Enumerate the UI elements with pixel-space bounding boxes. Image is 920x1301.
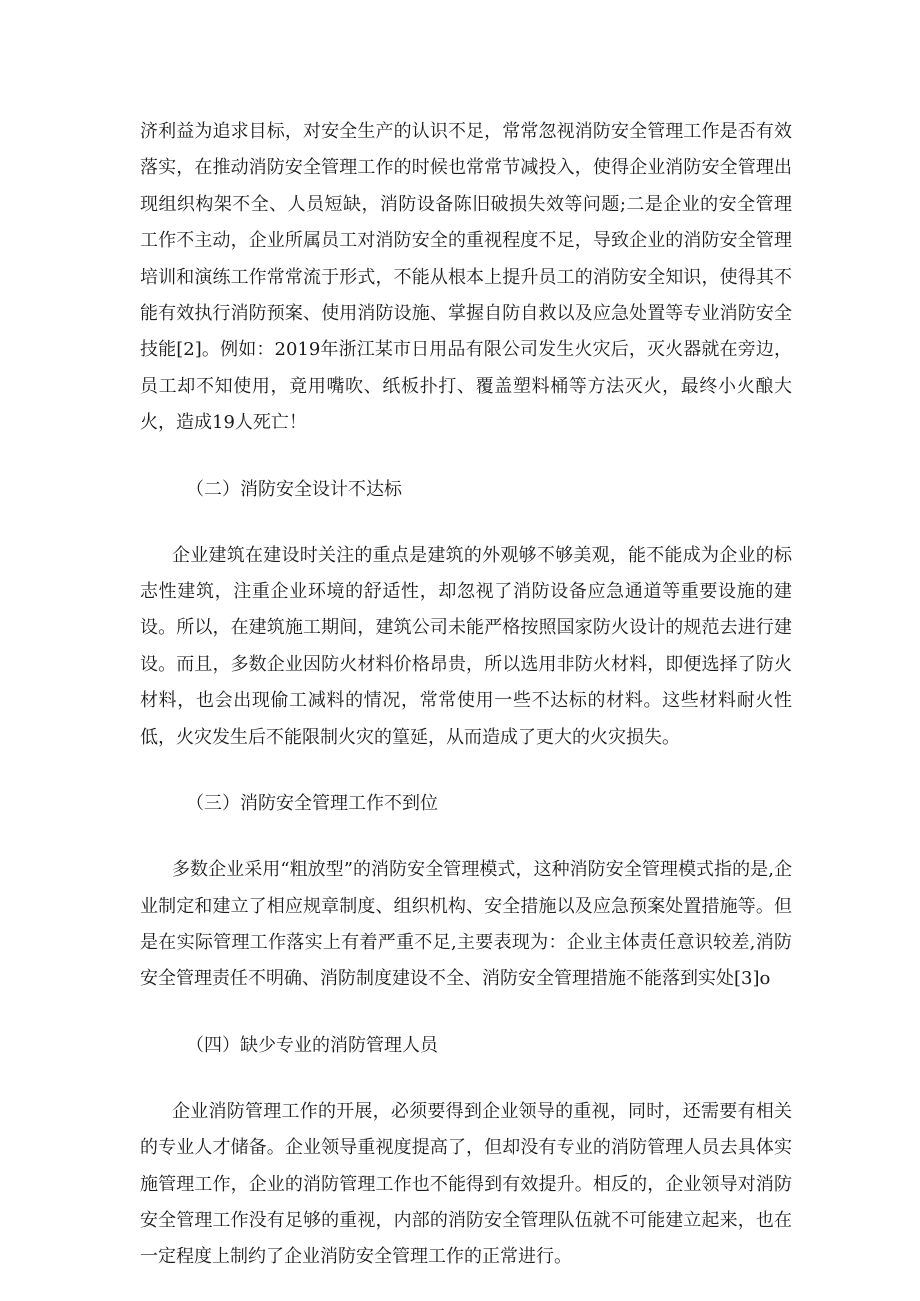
section-heading-design: （二）消防安全设计不达标 [186, 478, 402, 500]
section-body-management: 多数企业采用“粗放型”的消防安全管理模式，这种消防安全管理模式指的是,企业制定和建立了相应规章制度、组织机构、安全措施以及应急预案处置措施等。但是在实际管理工作落实上有着严重不足,主要表现为：企业主体责任意识较差,消防安全管理责任不明确、消防制度建设不全、消防安全管理措施不能落到实处[3]o [140, 859, 792, 990]
section-heading-management: （三）消防安全管理工作不到位 [186, 793, 438, 815]
document-page [140, 114, 792, 1276]
section-body-design: 企业建筑在建设时关注的重点是建筑的外观够不够美观，能不能成为企业的标志性建筑，注重企业环境的舒适性，却忽视了消防设备应急通道等重要设施的建设。所以，在建筑施工期间，建筑公司未能严格按照国家防火设计的规范去进行建设。而且，多数企业因防火材料价格昂贵，所以选用非防火材料，即便选择了防火材料，也会出现偷工减料的情况，常常使用一些不达标的材料。这些材料耐火性低，火灾发生后不能限制火灾的篁延，从而造成了更大的火灾损失。 [140, 544, 792, 748]
section-heading-personnel: （四）缺少专业的消防管理人员 [186, 1034, 438, 1056]
section-body-personnel: 企业消防管理工作的开展，必须要得到企业领导的重视，同时，还需要有相关的专业人才储备。企业领导重视度提高了，但却没有专业的消防管理人员去具体实施管理工作，企业的消防管理工作也不能得到有效提升。相反的，企业领导对消防安全管理工作没有足够的重视，内部的消防安全管理队伍就不可能建立起来，也在一定程度上制约了企业消防安全管理工作的正常进行。 [140, 1100, 792, 1268]
paragraph-continuation: 济利益为追求目标，对安全生产的认识不足，常常忽视消防安全管理工作是否有效落实，在推动消防安全管理工作的时候也常常节减投入，使得企业消防安全管理出现组织构架不全、人员短缺，消防设备陈旧破损失效等问题;二是企业的安全管理工作不主动，企业所属员工对消防安全的重视程度不足，导致企业的消防安全管理培训和演练工作常常流于形式，不能从根本上提升员工的消防安全知识，使得其不能有效执行消防预案、使用消防设施、掌握自防自救以及应急处置等专业消防安全技能[2]。例如：2019年浙江某市日用品有限公司发生火灾后，灭火器就在旁边，员工却不知使用，竟用嘴吹、纸板扑打、覆盖塑料桶等方法灭火，最终小火酿大火，造成19人死亡！ [140, 121, 792, 434]
